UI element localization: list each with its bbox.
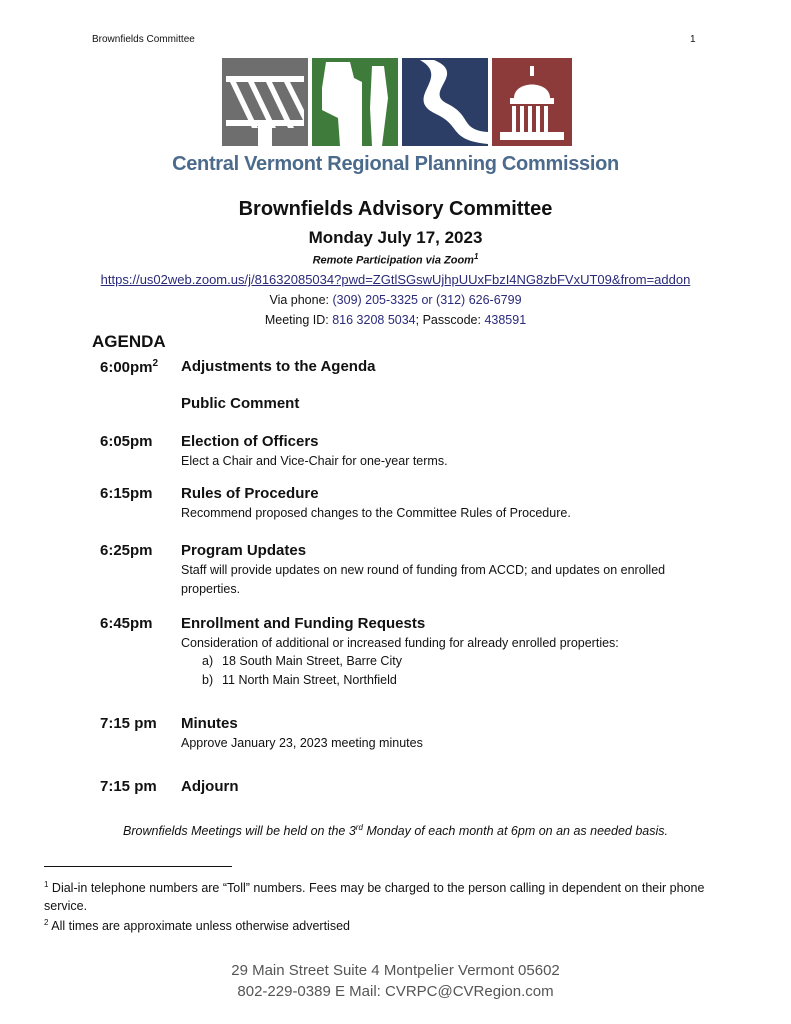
agenda-time: $6:00pm^2$ [100,358,159,376]
cvrpc-logo [222,58,572,150]
agenda-time: 7:15 pm [100,715,157,732]
agenda-time: 6:25pm [100,542,153,559]
page-number: 1 [690,34,696,45]
agenda-subitem: a) 18 South Main Street, Barre City [202,654,402,668]
agenda-subitem: b) 11 North Main Street, Northfield [202,673,397,687]
address-line: 29 Main Street Suite 4 Montpelier Vermont 05602 [231,962,560,979]
schedule-note: Brownfields Meetings will be held on the 3rd Monday of each month at 6pm on an as needed basis. [123,823,668,839]
agenda-item-title: Enrollment and Funding Requests [181,615,426,632]
agenda-item-desc: Staff will provide updates on new round of funding from ACCD; and updates on enrolled properties. [181,563,666,596]
remote-participation: Remote Participation via Zoom$^1$ [312,252,479,267]
agenda-item-title: Adjourn [181,778,239,795]
phone-line: Via phone: (309) 205-3325 or (312) 626-6799 [269,293,522,307]
meeting-id-line: Meeting ID: 816 3208 5034; Passcode: 438591 [264,313,527,327]
agenda-item-desc: Approve January 23, 2023 meeting minutes [181,736,423,750]
running-header: Brownfields Committee [92,34,195,45]
agenda-item-title: Election of Officers [181,433,319,450]
agenda-item-title: Minutes [181,715,238,732]
agenda-item-desc: Consideration of additional or increased funding for already enrolled properties: [181,636,619,650]
agenda-time: 6:05pm [100,433,153,450]
footnote-divider [44,866,232,867]
meeting-date: Monday July 17, 2023 [308,228,483,247]
agenda-time: 6:15pm [100,485,153,502]
agenda-item-title: Adjustments to the Agenda [181,358,376,375]
agenda-item-title: Public Comment [181,395,300,412]
agenda-item-desc: Recommend proposed changes to the Committee Rules of Procedure. [181,506,571,520]
contact-line: 802-229-0389 E Mail: CVRPC@CVRegion.com [237,983,554,1000]
agenda-item-title: Rules of Procedure [181,485,319,502]
committee-title: Brownfields Advisory Committee [238,198,553,220]
logo-wordmark: Central Vermont Regional Planning Commission [172,153,619,175]
agenda-time: 6:45pm [100,615,153,632]
agenda-item-desc: Elect a Chair and Vice-Chair for one-year terms. [181,454,448,468]
zoom-link[interactable]: https://us02web.zoom.us/j/81632085034?pwd=ZGtlSGswUjhpUUxFbzI4NG8zbFVxUT09&from=addon [100,272,691,287]
agenda-time: 7:15 pm [100,778,157,795]
agenda-heading: AGENDA [92,332,166,351]
footnote-2: $^2$ All times are approximate unless otherwise advertised [44,918,350,934]
footnote-1: $^1$ Dial-in telephone numbers are “Toll” numbers. Fees may be charged to the person calling in dependent on their phone service. [44,880,705,914]
agenda-item-title: Program Updates [181,542,307,559]
